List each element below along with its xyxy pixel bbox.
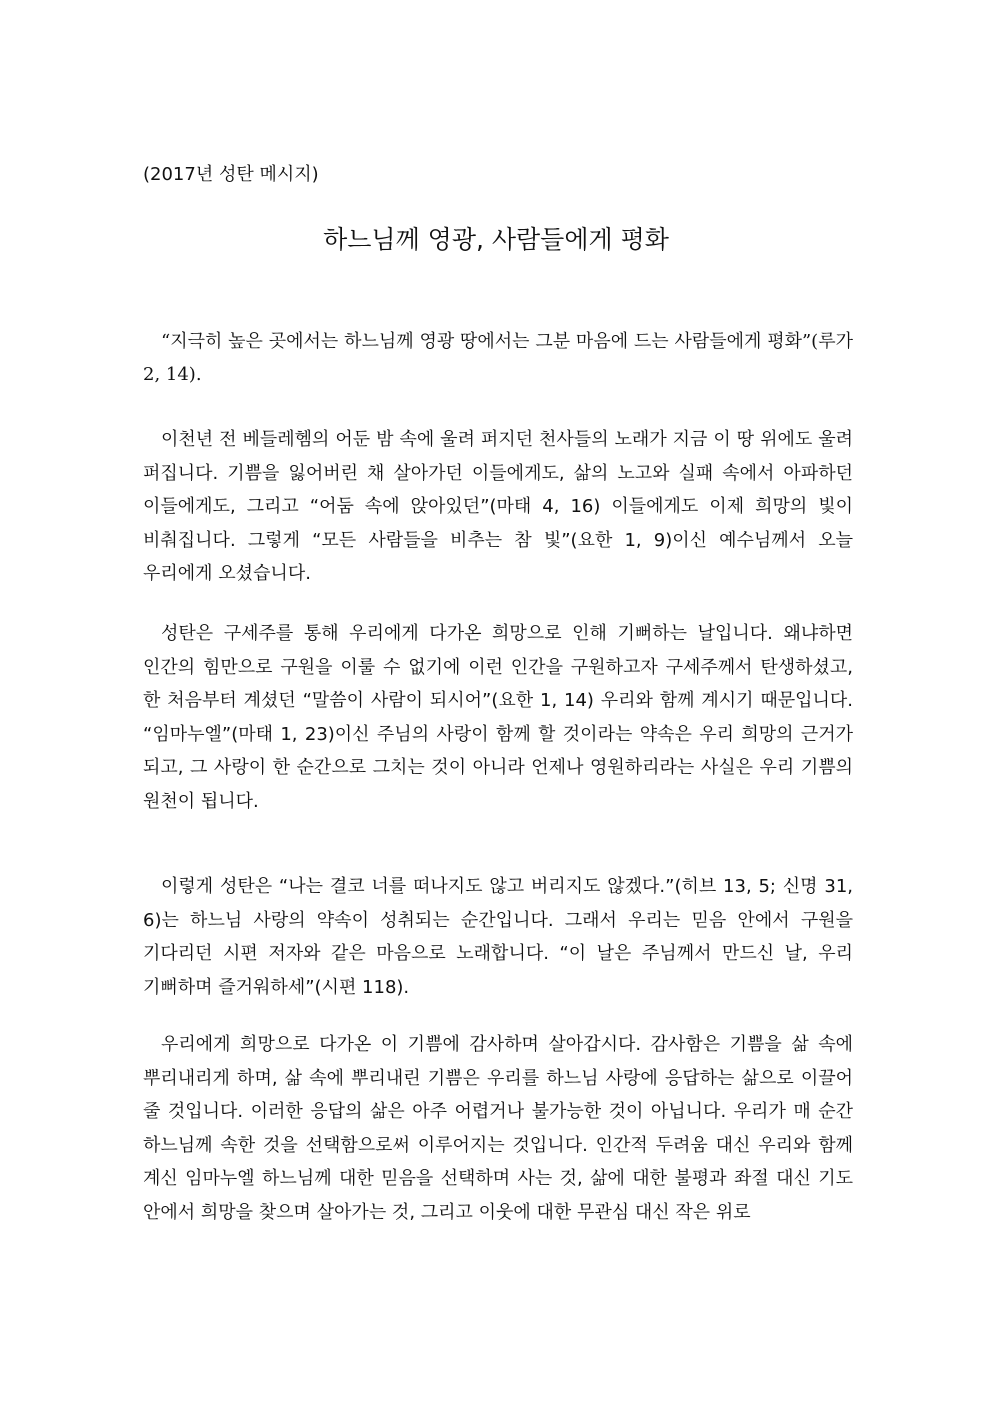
paragraph-body: 성탄은 구세주를 통해 우리에게 다가온 희망으로 인해 기뻐하는 날입니다. 왜냐하면 인간의 힘만으로 구원을 이룰 수 없기에 이런 인간을 구원하고자 구세주께서 탄생하셨고, 한 처음부터 계셨던 “말씀이 사람이 되시어”(요한 1, 14) 우리와 함께 계시기 때문입니다. “임마누엘”(마태 1, 23)이신 주님의 사랑이 함께 할 것이라는 약속은 우리 희망의 근거가 되고, 그 사랑이 한 순간으로 그치는 것이 아니라 언제나 영원하리라는 사실은 우리 기쁨의 원천이 됩니다.	[143, 623, 853, 812]
document-subtitle: (2017년 성탄 메시지)	[143, 164, 319, 185]
paragraph-body: 이천년 전 베들레헴의 어둔 밤 속에 울려 퍼지던 천사들의 노래가 지금 이 땅 위에도 울려 퍼집니다. 기쁨을 잃어버린 채 살아가던 이들에게도, 삶의 노고와 실패 속에서 아파하던 이들에게도, 그리고 “어둠 속에 앉아있던”(마태 4, 16) 이들에게도 이제 희망의 빛이 비춰집니다. 그렇게 “모든 사람들을 비추는 참 빛”(요한 1, 9)이신 예수님께서 오늘 우리에게 오셨습니다.	[143, 429, 853, 584]
paragraph-body: 우리에게 희망으로 다가온 이 기쁨에 감사하며 살아갑시다. 감사함은 기쁨을 삶 속에 뿌리내리게 하며, 삶 속에 뿌리내린 기쁨은 우리를 하느님 사랑에 응답하는 삶으로 이끌어 줄 것입니다. 이러한 응답의 삶은 아주 어렵거나 불가능한 것이 아닙니다. 우리가 매 순간 하느님께 속한 것을 선택함으로써 이루어지는 것입니다. 인간적 두려움 대신 우리와 함께 계신 임마누엘 하느님께 대한 믿음을 선택하며 사는 것, 삶에 대한 불평과 좌절 대신 기도 안에서 희망을 찾으며 살아가는 것, 그리고 이웃에 대한 무관심 대신 작은 위로	[143, 1034, 853, 1223]
paragraph-body: 이렇게 성탄은 “나는 결코 너를 떠나지도 않고 버리지도 않겠다.”(히브 13, 5; 신명 31, 6)는 하느님 사랑의 약속이 성취되는 순간입니다. 그래서 우리는 믿음 안에서 구원을 기다리던 시편 저자와 같은 마음으로 노래합니다. “이 날은 주님께서 만드신 날, 우리 기뻐하며 즐거워하세”(시편 118).	[143, 876, 853, 998]
paragraph-scripture-quote: “지극히 높은 곳에서는 하느님께 영광 땅에서는 그분 마음에 드는 사람들에게 평화”(루가 2, 14).	[143, 331, 853, 385]
document-title: 하느님께 영광, 사람들에게 평화	[323, 225, 669, 254]
